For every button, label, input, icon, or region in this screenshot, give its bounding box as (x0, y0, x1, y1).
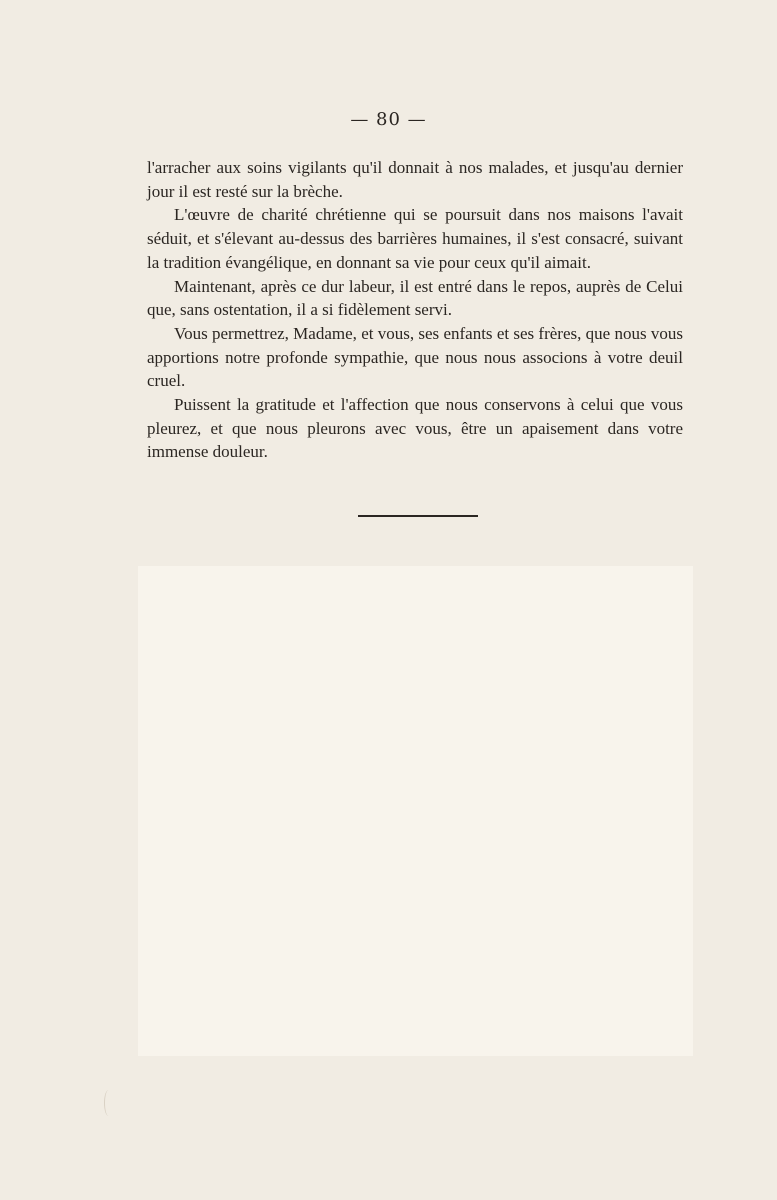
paper-mark (104, 1090, 113, 1116)
paragraph: l'arracher aux soins vigilants qu'il donnait à nos malades, et jusqu'au dernier jour il est resté sur la brèche. (147, 158, 683, 201)
blank-paper-area (138, 566, 693, 1056)
paragraph: L'œuvre de charité chrétienne qui se poursuit dans nos maisons l'avait séduit, et s'élevant au-dessus des barrières humaines, il s'est consacré, suivant la tradition évangélique, en donnant sa vie pour ceux qu'il aimait. (147, 205, 683, 272)
section-end-rule (358, 515, 478, 517)
page-number: — 80 — (350, 109, 427, 130)
paragraph: Maintenant, après ce dur labeur, il est entré dans le repos, auprès de Celui que, sans ostentation, il a si fidèlement servi. (147, 276, 683, 320)
body-text (147, 156, 683, 464)
paragraph: Vous permettrez, Madame, et vous, ses enfants et ses frères, que nous vous apportions notre profonde sympathie, que nous nous associons à votre deuil cruel. (147, 323, 683, 391)
paragraph: Puissent la gratitude et l'affection que nous conservons à celui que vous pleurez, et que nous pleurons avec vous, être un apaisement dans votre immense douleur. (147, 395, 683, 462)
